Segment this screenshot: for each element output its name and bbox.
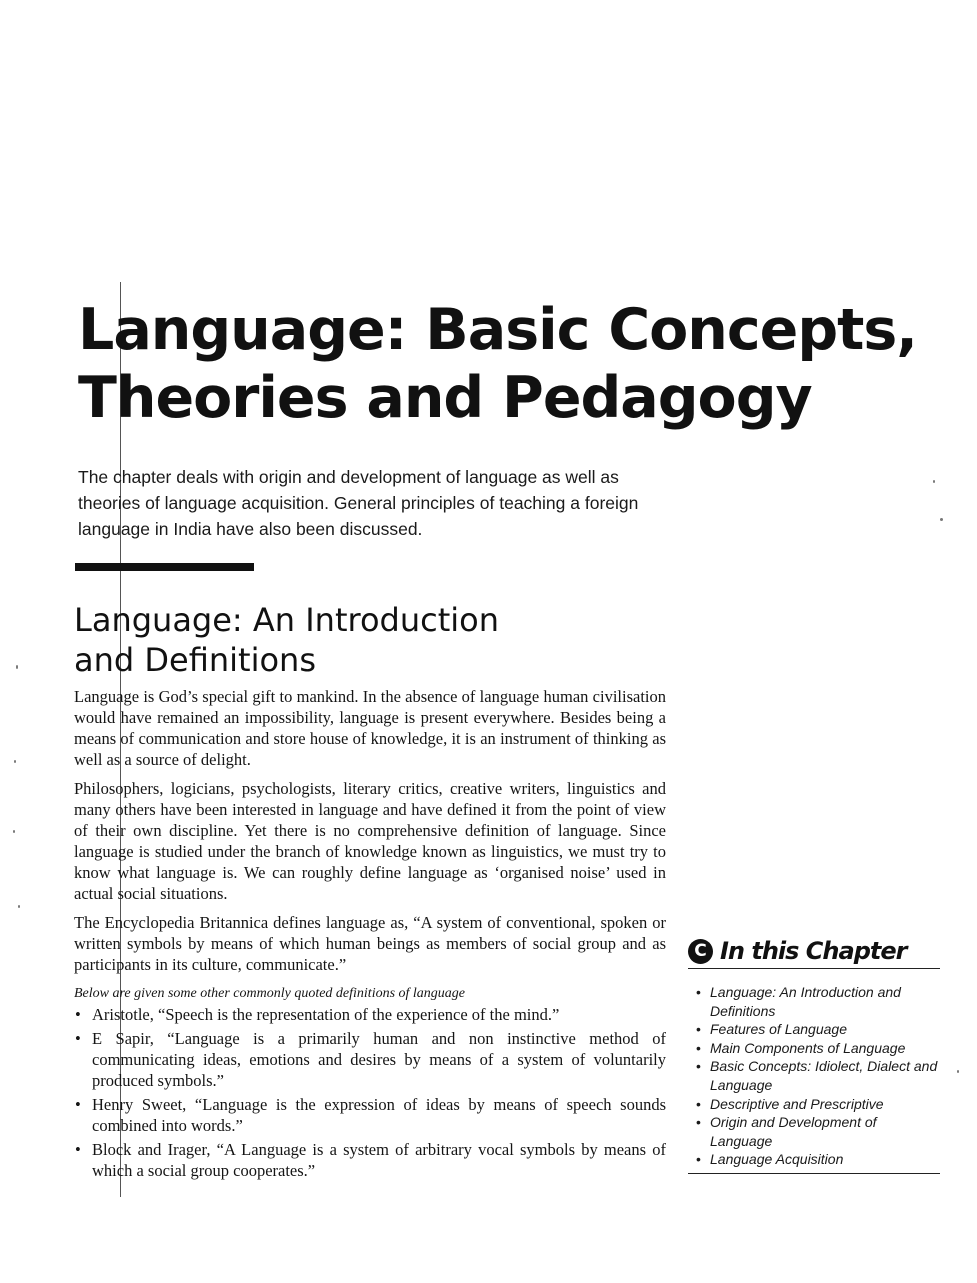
- scan-speck: [18, 905, 20, 908]
- chapter-contents-list: [688, 983, 940, 1169]
- section-title-line-2: and Definitions: [74, 641, 316, 679]
- chapter-contents-item: • Descriptive and Prescriptive: [688, 1095, 940, 1114]
- in-this-chapter-box: [688, 934, 940, 1174]
- definitions-heading: Below are given some other commonly quoted definitions of language: [74, 986, 466, 1001]
- scan-speck: [940, 518, 943, 521]
- definition-item: • Block and Irager, “A Language is a system of arbitrary vocal symbols by means of which a social group cooperates.”: [74, 1139, 666, 1181]
- body-paragraph: Philosophers, logicians, psychologists, literary critics, creative writers, linguistics and many others have been interested in language and have defined it from the point of view of their own discipline. Yet there is no comprehensive definition of language. Since language is studied under the branch of knowledge known as linguistics, we must try to know what language is. We can roughly define language as ‘organised noise’ used in actual social situations.: [74, 779, 666, 903]
- chapter-intro: The chapter deals with origin and development of language as well as theories of language acquisition. General principles of teaching a foreign language in India have also been discussed.: [78, 467, 639, 539]
- definitions-list: [74, 1004, 666, 1184]
- section-title: [74, 600, 634, 680]
- body-paragraph: Language is God’s special gift to mankind. In the absence of language human civilisation would have remained an impossibility, language is present everywhere. Besides being a means of communication and store house of knowledge, it is an instrument of thinking as well as a source of delight.: [74, 687, 666, 769]
- scan-speck: [16, 665, 18, 669]
- section-divider-bar: [75, 563, 254, 571]
- definition-item: • Aristotle, “Speech is the representation of the experience of the mind.”: [74, 1004, 666, 1025]
- chapter-contents-item: • Main Components of Language: [688, 1039, 940, 1058]
- chapter-title-line-1: Language: Basic Concepts,: [78, 297, 917, 363]
- in-this-chapter-bottom-rule: [688, 1173, 940, 1174]
- chapter-title-line-2: Theories and Pedagogy: [78, 365, 812, 431]
- chapter-title: [78, 296, 938, 432]
- chapter-contents-item: • Origin and Development of Language: [688, 1113, 940, 1150]
- scan-speck: [957, 1070, 959, 1073]
- chapter-logo-icon: C: [688, 939, 713, 964]
- definition-item: • Henry Sweet, “Language is the expression of ideas by means of speech sounds combined into words.”: [74, 1094, 666, 1136]
- scan-speck: [933, 480, 935, 483]
- in-this-chapter-title: In this Chapter: [720, 937, 907, 965]
- chapter-contents-item: • Features of Language: [688, 1020, 940, 1039]
- chapter-contents-item: • Language Acquisition: [688, 1150, 940, 1169]
- scan-speck: [14, 760, 16, 763]
- chapter-contents-item: • Basic Concepts: Idiolect, Dialect and Language: [688, 1057, 940, 1094]
- scan-speck: [13, 830, 15, 833]
- in-this-chapter-header: [688, 934, 940, 969]
- chapter-contents-item: • Language: An Introduction and Definitions: [688, 983, 940, 1020]
- body-paragraph: The Encyclopedia Britannica defines language as, “A system of conventional, spoken or written symbols by means of which human beings as members of social group and as participants in its culture, communicate.”: [74, 913, 666, 974]
- section-title-line-1: Language: An Introduction: [74, 601, 499, 639]
- definition-item: • E Sapir, “Language is a primarily human and non instinctive method of communicating ideas, emotions and desires by means of a system of voluntarily produced symbols.”: [74, 1028, 666, 1091]
